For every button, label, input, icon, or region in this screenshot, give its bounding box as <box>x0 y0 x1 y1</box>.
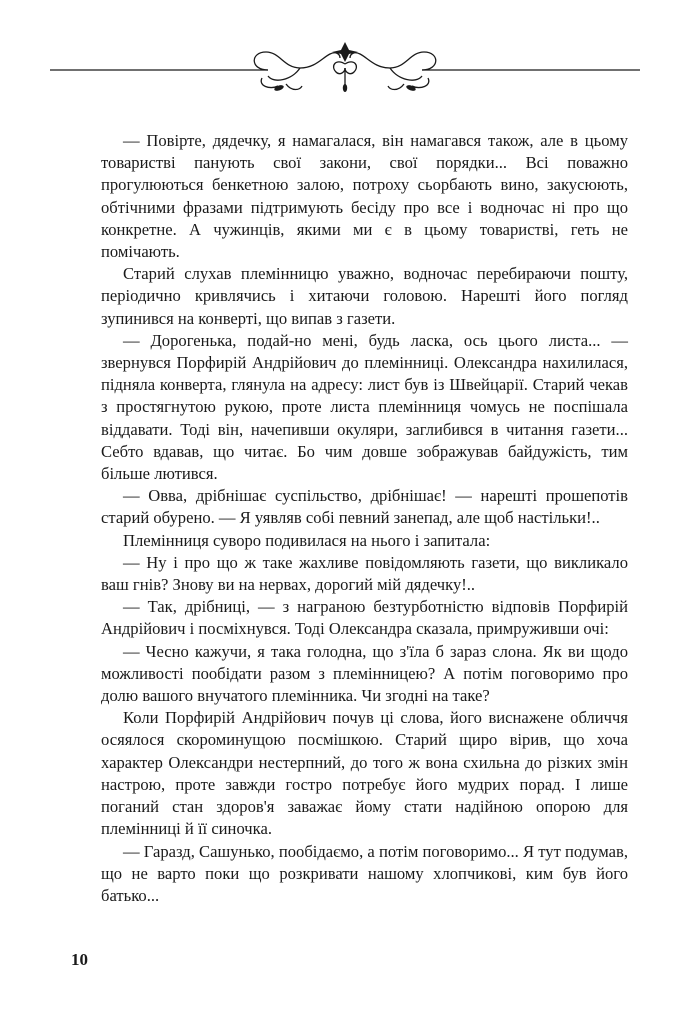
body-text <box>101 130 628 907</box>
paragraph-6: — Ну і про що ж таке жахливе повідомляють газети, що викликало ваш гнів? Знову ви на нервах, дорогий мій дядечку!.. <box>101 552 628 595</box>
paragraph-8: — Чесно кажучи, я така голодна, що з'їла б зараз слона. Як ви щодо можливості пообідати разом з племінницею? А потім поговоримо про долю вашого внучатого племінника. Чи згодні на таке? <box>101 641 628 706</box>
paragraph-5: Племінниця суворо подивилася на нього і запитала: <box>123 530 491 550</box>
paragraph-3: — Дорогенька, подай-но мені, будь ласка, ось цього листа... — звернувся Порфирій Андрійович до племінниці. Олександра нахилилася, підняла конверта, глянула на адресу: лист був із Швейцарії. Старий чекав з простягнутою рукою, проте листа племінниця чомусь не поспішала віддавати. Тоді він, начепивши окуляри, заглибився в читання газети... Себто вдавав, що читає. Бо чим довше зображував байдужість, тим більше лютився. <box>101 330 628 484</box>
paragraph-1: — Повірте, дядечку, я намагалася, він намагався також, але в цьому товаристві панують свої закони, свої порядки... Всі поважно прогулюються бенкетною залою, потроху сьорбають вино, закусюють, обтічними фразами підтримують бесіду про все і водночас ні про що конкретне. А чужинців, якими ми є в цьому товаристві, геть не помічають. <box>101 131 628 262</box>
decorative-flourish-icon <box>0 28 690 98</box>
page-number: 10 <box>71 950 88 969</box>
paragraph-9: Коли Порфирій Андрійович почув ці слова, його виснажене обличчя осяялося скороминущою посмішкою. Старий щиро вірив, що хоча характер Олександри нестерпний, до того ж вона схильна до різких змін настрою, проте завжди гостро потребує його мудрих порад. І лише поганий стан здоров'я заважає йому стати надійною опорою для племінниці й її синочка. <box>101 708 628 839</box>
paragraph-7: — Так, дрібниці, — з награною безтурботністю відповів Порфирій Андрійович і посміхнувся. Тоді Олександра сказала, примруживши очі: <box>101 597 628 639</box>
paragraph-10: — Гаразд, Сашунько, пообідаємо, а потім поговоримо... Я тут подумав, що не варто поки що розкривати нашому хлопчикові, ким був його батько... <box>101 841 628 905</box>
paragraph-2: Старий слухав племінницю уважно, водночас перебираючи пошту, періодично кривлячись і хитаючи головою. Нарешті його погляд зупинився на конверті, що випав з газети. <box>101 264 628 328</box>
paragraph-4: — Овва, дрібнішає суспільство, дрібнішає! — нарешті прошепотів старий обурено. — Я уявляв собі певний занепад, але щоб настільки!.. <box>101 486 628 528</box>
